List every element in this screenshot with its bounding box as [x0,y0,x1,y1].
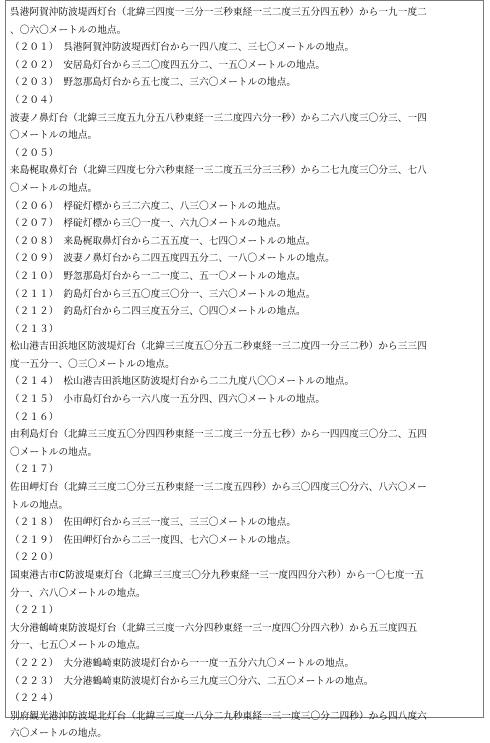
text-line: （２１３） [10,323,59,335]
text-line: （２１５） 小市島灯台から一六八度一五分四、四六〇メートルの地点。 [10,394,326,406]
text-line: 松山港吉田浜地区防波堤灯台（北緯三三度五〇分五二秒東経一三二度四一分三二秒）から三三四 [10,341,427,353]
document-text [10,4,481,743]
text-line: （２０３） 野忽那島灯台から五七度二、三六〇メートルの地点。 [10,77,297,89]
text-line: 〇メートルの地点。 [10,182,98,194]
text-line: （２０８） 来島梶取鼻灯台から二五五度一、七四〇メートルの地点。 [10,235,316,247]
text-line: （２２２） 大分港鶴崎東防波堤灯台から一一度一五分六九〇メートルの地点。 [10,657,355,669]
text-line: （２２０） [10,552,59,564]
text-line: （２０５） [10,147,59,159]
text-line: （２０１） 呉港阿賀沖防波堤西灯台から一四八度二、三七〇メートルの地点。 [10,42,355,54]
text-line: （２０４） [10,94,59,106]
text-line: 別府観光港沖防波堤北灯台（北緯三三度一八分二九秒東経一三一度三〇分二四秒）から四八度六 [10,710,427,722]
text-line: （２０２） 安居島灯台から三二〇度四五分二、一五〇メートルの地点。 [10,59,326,71]
text-line: （２０９） 波妻ノ鼻灯台から二四五度四五分二、一八〇メートルの地点。 [10,253,335,265]
text-line: 来島梶取鼻灯台（北緯三四度七分六秒東経一三二度五三分三三秒）から二七九度三〇分三、七八 [10,165,427,177]
text-line: （２１０） 野忽那島灯台から一二一度二、五一〇メートルの地点。 [10,270,306,282]
text-line: （２２１） [10,605,59,617]
text-line: （２２４） [10,693,59,705]
text-line: 由利島灯台（北緯三三度五〇分四四秒東経一三二度三一分五七秒）から一四四度三〇分二、五四 [10,429,427,441]
document-frame [5,0,484,740]
text-line: 分一、七五〇メートルの地点。 [10,640,146,652]
text-line: 佐田岬灯台（北緯三三度二〇分三五秒東経一三二度五四秒）から三〇四度三〇分六、八六〇メー [10,482,427,494]
text-line: 〇メートルの地点。 [10,130,98,142]
text-line: 、〇六〇メートルの地点。 [10,24,127,36]
text-line: （２２３） 大分港鶴崎東防波堤灯台から三九度三〇分六、二五〇メートルの地点。 [10,675,374,687]
text-line: 〇メートルの地点。 [10,446,98,458]
text-line: （２１６） [10,411,59,423]
text-line: 大分港鶴崎東防波堤灯台（北緯三三度一六分四秒東経一三一度四〇分四六秒）から五三度四五 [10,622,418,634]
text-line: 呉港阿賀沖防波堤西灯台（北緯三四度一三分一三秒東経一三二度三五分四五秒）から一九一度二 [10,7,427,18]
text-line: 波妻ノ鼻灯台（北緯三三度五九分五八秒東経一三二度四六分一秒）から二六八度三〇分三、一四 [10,112,427,124]
text-line: （２１７） [10,464,59,476]
text-line: 分一、六八〇メートルの地点。 [10,587,146,599]
text-line: 度一五分一、〇三〇メートルの地点。 [10,358,175,370]
text-line: （２０７） 桴碇灯標から三〇一度一、六九〇メートルの地点。 [10,218,287,230]
text-line: （２１２） 釣島灯台から二四三度五分三、〇四〇メートルの地点。 [10,306,306,318]
text-line: 六〇メートルの地点。 [10,728,107,740]
text-line: （２１９） 佐田岬灯台から二三一度四、七六〇メートルの地点。 [10,534,297,546]
text-line: （２０６） 桴碇灯標から三二六度二、八三〇メートルの地点。 [10,200,287,212]
text-line: （２１８） 佐田岬灯台から三三一度三、三三〇メートルの地点。 [10,517,297,529]
text-line: （２１１） 釣島灯台から三五〇度三〇分一、三六〇メートルの地点。 [10,288,316,300]
text-line: 国東港古市C防波堤東灯台（北緯三三度三〇分九秒東経一三一度四四分六秒）から一〇七度一五 [10,570,424,581]
text-line: トルの地点。 [10,499,69,511]
text-line: （２１４） 松山港吉田浜地区防波堤灯台から二二九度八〇〇メートルの地点。 [10,376,355,388]
